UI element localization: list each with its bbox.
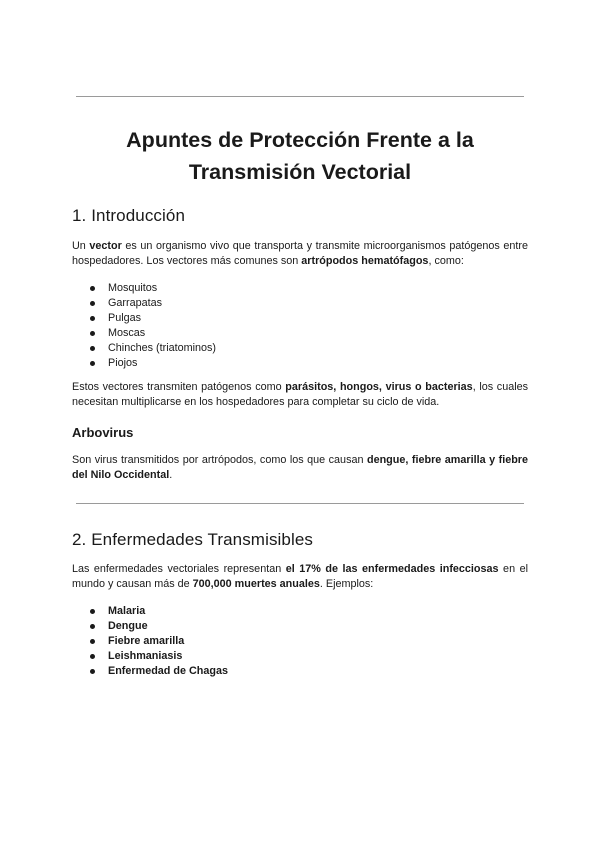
pathogens-text-2: , los cuales necesitan multiplicarse en los hospedadores para completar su ciclo de vida. xyxy=(72,381,529,408)
pathogens-bold: parásitos, hongos, virus o bacterias xyxy=(285,381,473,393)
bullet-icon xyxy=(90,624,95,629)
intro-text-2: es un organismo vivo que transporta y transmite microorganismos patógenos entre hospedadores. Los vectores más comunes son xyxy=(72,240,529,267)
list-item: Chinches (triatominos) xyxy=(72,341,372,356)
diseases-text-1: Las enfermedades vectoriales representan xyxy=(72,563,286,575)
list-item: Piojos xyxy=(72,356,372,371)
intro-text-3: , como: xyxy=(428,255,464,267)
pathogens-text-1: Estos vectores transmiten patógenos como xyxy=(72,381,286,393)
horizontal-rule-middle xyxy=(76,503,524,504)
bullet-icon xyxy=(90,639,95,644)
diseases-text-3: . Ejemplos: xyxy=(319,578,374,590)
bullet-icon xyxy=(90,346,95,351)
disease-list xyxy=(72,604,372,679)
document-title: Apuntes de Protección Frente a la Transmisión Vectorial xyxy=(126,128,474,184)
bullet-icon xyxy=(90,361,95,366)
arbovirus-bold-diseases: dengue, fiebre amarilla y fiebre del Nilo Occidental xyxy=(72,454,529,481)
arbovirus-heading: Arbovirus xyxy=(72,425,134,440)
vector-list xyxy=(72,281,372,371)
diseases-text-2: en el mundo y causan más de xyxy=(72,563,528,590)
horizontal-rule-top xyxy=(76,96,524,97)
bullet-icon xyxy=(90,669,95,674)
arbovirus-text-1: Son virus transmitidos por artrópodos, como los que causan xyxy=(72,454,367,466)
section-1-heading: 1. Introducción xyxy=(72,206,186,225)
list-item: Malaria xyxy=(72,604,372,619)
bullet-icon xyxy=(90,609,95,614)
intro-text-1: Un xyxy=(72,240,90,252)
pathogens-paragraph xyxy=(72,380,528,410)
diseases-bold-deaths: 700,000 muertes anuales xyxy=(192,578,320,590)
section-2-heading: 2. Enfermedades Transmisibles xyxy=(72,530,314,549)
bullet-icon xyxy=(90,316,95,321)
bullet-icon xyxy=(90,331,95,336)
diseases-bold-percent: el 17% de las enfermedades infecciosas xyxy=(285,563,499,575)
bullet-icon xyxy=(90,286,95,291)
list-item: Moscas xyxy=(72,326,372,341)
diseases-paragraph xyxy=(72,562,528,592)
arbovirus-text-2: . xyxy=(169,469,173,481)
list-item: Pulgas xyxy=(72,311,372,326)
list-item: Garrapatas xyxy=(72,296,372,311)
bullet-icon xyxy=(90,654,95,659)
intro-paragraph xyxy=(72,239,528,269)
list-item: Enfermedad de Chagas xyxy=(72,664,372,679)
bullet-icon xyxy=(90,301,95,306)
intro-bold-vector: vector xyxy=(89,240,122,252)
list-item: Mosquitos xyxy=(72,281,372,296)
intro-bold-arthropods: artrópodos hematófagos xyxy=(301,255,429,267)
list-item: Leishmaniasis xyxy=(72,649,372,664)
list-item: Dengue xyxy=(72,619,372,634)
list-item: Fiebre amarilla xyxy=(72,634,372,649)
arbovirus-paragraph xyxy=(72,453,528,483)
